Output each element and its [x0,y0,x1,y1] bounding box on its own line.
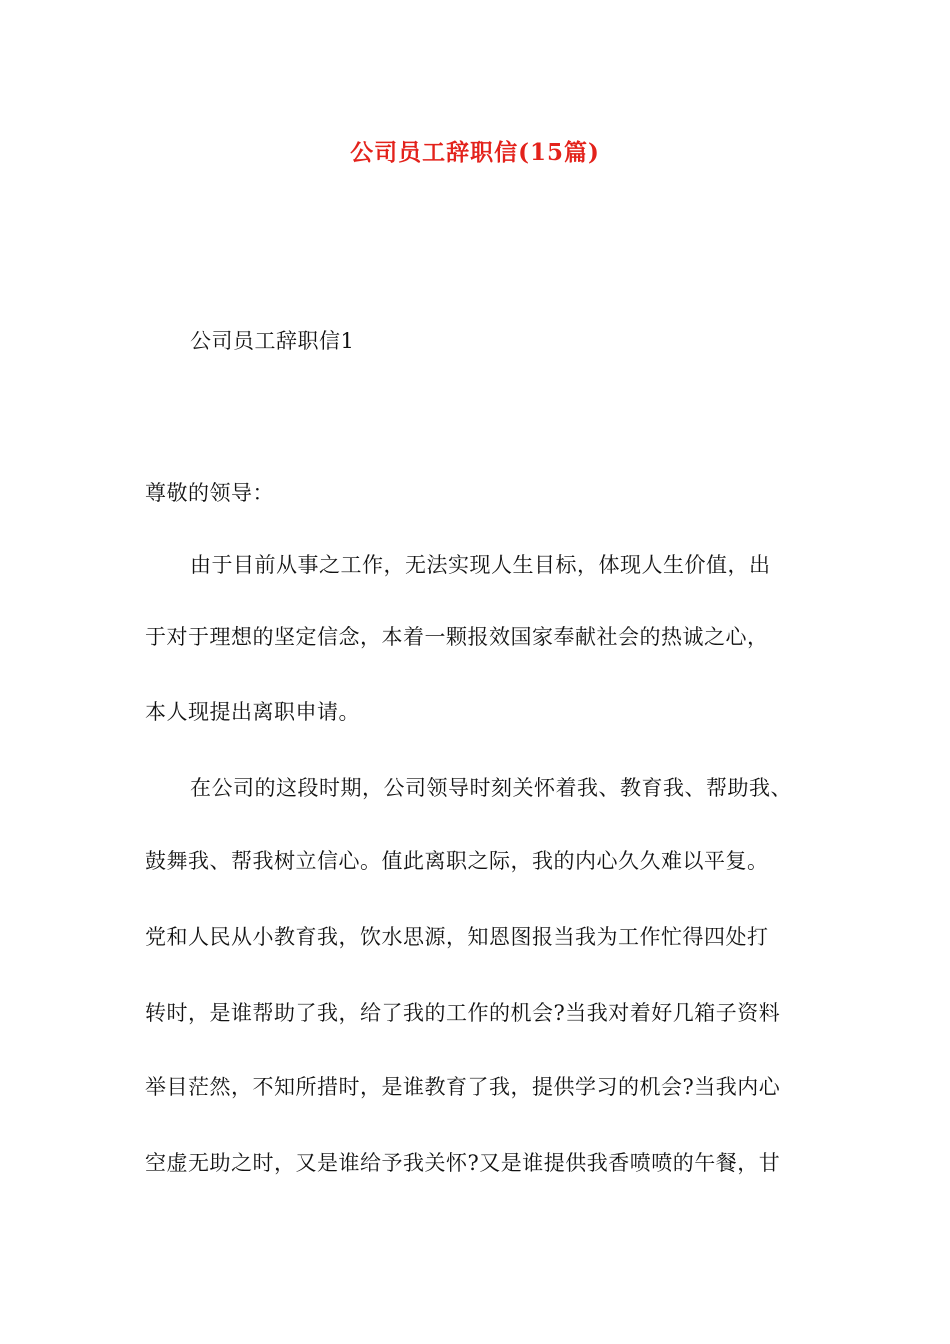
paragraph-line: 在公司的这段时期，公司领导时刻关怀着我、教育我、帮助我、 [190,776,792,800]
paragraph-line: 鼓舞我、帮我树立信心。值此离职之际，我的内心久久难以平复。 [145,849,769,873]
paragraph-line: 由于目前从事之工作，无法实现人生目标，体现人生价值，出 [190,553,771,577]
paragraph-line: 转时，是谁帮助了我，给了我的工作的机会?当我对着好几箱子资料 [145,1001,781,1025]
document-title: 公司员工辞职信(15篇) [350,139,600,166]
salutation: 尊敬的领导： [145,481,274,505]
paragraph-line: 党和人民从小教育我，饮水思源，知恩图报当我为工作忙得四处打 [145,925,769,949]
paragraph-line: 本人现提出离职申请。 [145,700,360,724]
section-heading: 公司员工辞职信1 [190,329,355,353]
paragraph-line: 举目茫然，不知所措时，是谁教育了我，提供学习的机会?当我内心 [145,1075,781,1099]
paragraph-line: 空虚无助之时，又是谁给予我关怀?又是谁提供我香喷喷的午餐，甘 [145,1151,781,1175]
paragraph-line: 于对于理想的坚定信念，本着一颗报效国家奉献社会的热诚之心， [145,625,769,649]
